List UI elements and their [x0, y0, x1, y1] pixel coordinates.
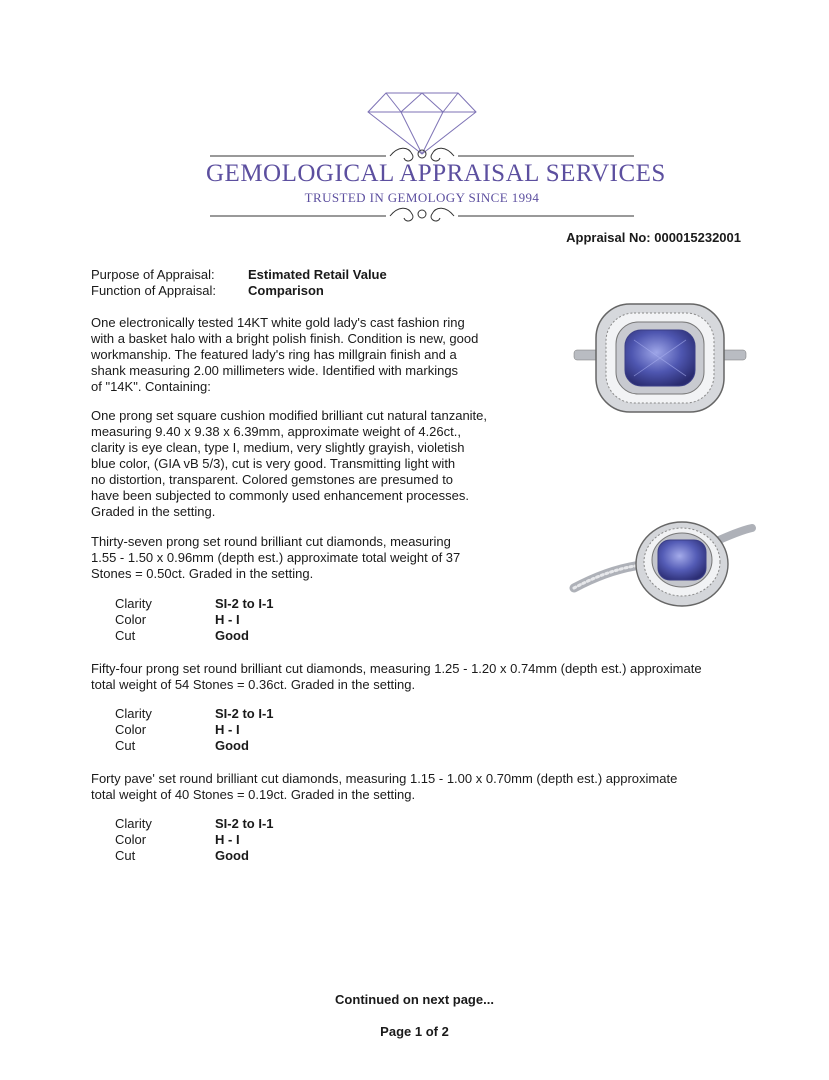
function-value: Comparison	[248, 283, 324, 298]
function-row	[91, 283, 324, 299]
appraisal-number: Appraisal No: 000015232001	[566, 230, 741, 245]
tanzanite-description: One prong set square cushion modified brilliant cut natural tanzanite, measuring 9.40 x 9.38 x 6.39mm, approximate weight of 4.26ct., clarity is eye clean, type I, medium, very slightly grayish, violetish blue color, (GIA vB 5/3), cut is very good. Transmitting light with no distortion, transparent. Colored gemstones are presumed to have been subjected to commonly used enhancement processes. Graded in the setting.	[91, 408, 488, 519]
purpose-label: Purpose of Appraisal:	[91, 267, 215, 282]
purpose-value: Estimated Retail Value	[248, 267, 387, 282]
purpose-row	[91, 267, 387, 283]
diamonds-40-description: Forty pave' set round brilliant cut diamonds, measuring 1.15 - 1.00 x 0.70mm (depth est.) approximate total weight of 40 Stones = 0.19ct. Graded in the setting.	[91, 771, 678, 802]
page-indicator: Page 1 of 2	[380, 1024, 449, 1039]
company-tagline: TRUSTED IN GEMOLOGY SINCE 1994	[304, 190, 540, 205]
ring-top-view-image	[574, 300, 746, 420]
diamonds-54-description: Fifty-four prong set round brilliant cut diamonds, measuring 1.25 - 1.20 x 0.74mm (depth est.) approximate total weight of 54 Stones = 0.36ct. Graded in the setting.	[91, 661, 702, 692]
ring-side-view-image	[570, 508, 754, 612]
grade-block-1: Clarity SI-2 to I-1 Color H - I Cut Good	[115, 596, 274, 643]
ring-description: One electronically tested 14KT white gold lady's cast fashion ring with a basket halo with a bright polish finish. Condition is new, good workmanship. The featured lady's ring has millgrain finish and a shank measuring 2.00 millimeters wide. Identified with markings of "14K". Containing:	[91, 315, 479, 394]
grade-block-2: Clarity SI-2 to I-1 Color H - I Cut Good	[115, 706, 274, 753]
function-label: Function of Appraisal:	[91, 283, 217, 298]
diamond-logo-icon	[206, 88, 666, 228]
diamonds-37-description: Thirty-seven prong set round brilliant cut diamonds, measuring 1.55 - 1.50 x 0.96mm (depth est.) approximate total weight of 37 Stones = 0.50ct. Graded in the setting.	[91, 534, 461, 581]
grade-block-3: Clarity SI-2 to I-1 Color H - I Cut Good	[115, 816, 274, 863]
company-name: GEMOLOGICAL APPRAISAL SERVICES	[206, 160, 666, 187]
continued-note: Continued on next page...	[335, 992, 494, 1007]
